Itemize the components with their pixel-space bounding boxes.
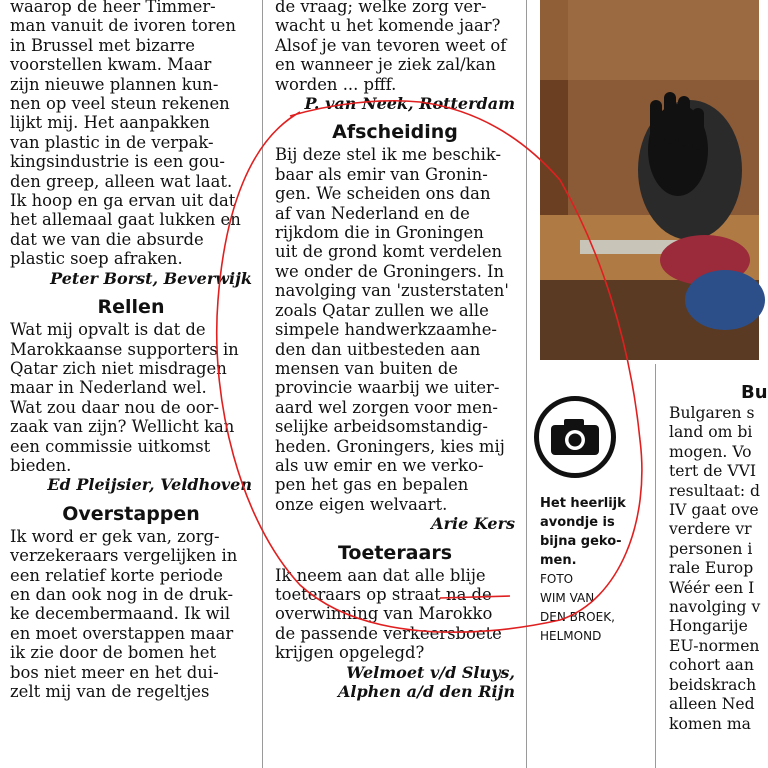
column-divider: [655, 364, 656, 768]
article-column-3: [669, 382, 768, 734]
photo-caption: Het heerlijk avondje is bijna geko- men. FOTO WIM VAN DEN BROEK, HELMOND: [540, 496, 626, 643]
letters-column-2: [275, 0, 515, 701]
letter-signature: Alphen a/d den Rijn: [337, 682, 515, 701]
heading-rellen: Rellen: [97, 296, 165, 319]
camera-icon-glyph: [549, 417, 601, 457]
camera-icon: [534, 396, 616, 478]
heading-overstappen: Overstappen: [62, 502, 200, 525]
photo-illustration: [540, 0, 759, 360]
heading-toeteraars: Toeteraars: [337, 541, 453, 564]
letter-signature: Arie Kers: [431, 514, 515, 534]
letter-afscheiding-text: Bij deze stel ik me beschik- baar als emir van Gronin- gen. We scheiden ons dan af van Nederland en de rijkdom die in Groningen uit de grond komt verdelen we onder de Groningers. In navolging van 'zusterstaten' zoals Qatar zullen we alle simpele handwerkzaamhe- den dan uitbesteden aan mensen van buiten de provincie waarbij we uiter- aard wel zorgen voor men- selijke arbeidsomstandig- heden. Groningers, kies mij als uw emir en we verko- pen het gas en bepalen onze eigen welvaart.: [275, 145, 509, 514]
heading-bulgaren: Bu: [741, 382, 768, 403]
heading-afscheiding: Afscheiding: [332, 121, 458, 144]
column-divider: [262, 0, 263, 768]
letter-intro-text: waarop de heer Timmer- man vanuit de ivoren toren in Brussel met bizarre voorstellen kwam. Maar zijn nieuwe plannen kun- nen op veel steun rekenen lijkt mij. Het aanpakken van plastic in de verpak- kingsindustrie is een gou- den greep, alleen wat laat. Ik hoop en ga ervan uit dat het allemaal gaat lukken en dat we van die absurde plastic soep afraken.: [10, 0, 241, 269]
letter-intro-text: de vraag; welke zorg ver- wacht u het komende jaar? Alsof je van tevoren weet of en wanneer je ziek zal/kan worden ... pfff.: [275, 0, 507, 94]
letter-toeteraars-text: Ik neem aan dat alle blije toeteraars op straat na de overwinning van Marokko de passende verkeersboete krijgen opgelegd?: [275, 565, 502, 663]
letter-signature: P. van Neek, Rotterdam: [304, 94, 515, 114]
article-column-3-text: Bulgaren s land om bi mogen. Vo tert de VVI resultaat: d IV gaat ove verdere vr personen i rale Europ Wéér een I navolging v Hongarije EU-normen cohort aan beidskrach alleen Ned komen ma: [669, 404, 761, 733]
letter-overstappen-text: Ik word er gek van, zorg- verzekeraars vergelijken in een relatief korte periode en dan ook nog in de druk- ke decembermaand. Ik wil en moet overstappen maar ik zie door de bomen het bos niet meer en het dui- zelt mij van de regeltjes: [10, 526, 238, 701]
letter-signature: Peter Borst, Beverwijk: [50, 268, 252, 288]
letter-signature: Welmoet v/d Sluys,: [346, 662, 515, 682]
letter-rellen-text: Wat mij opvalt is dat de Marokkaanse supporters in Qatar zich niet misdragen maar in Nederland wel. Wat zou daar nou de oor- zaak van zijn? Wellicht kan een commissie uitkomst bieden.: [10, 320, 239, 475]
letter-signature: Ed Pleijsier, Veldhoven: [47, 475, 252, 495]
letters-column-1: [10, 0, 252, 701]
column-divider: [526, 0, 527, 768]
news-photo: [540, 0, 759, 360]
